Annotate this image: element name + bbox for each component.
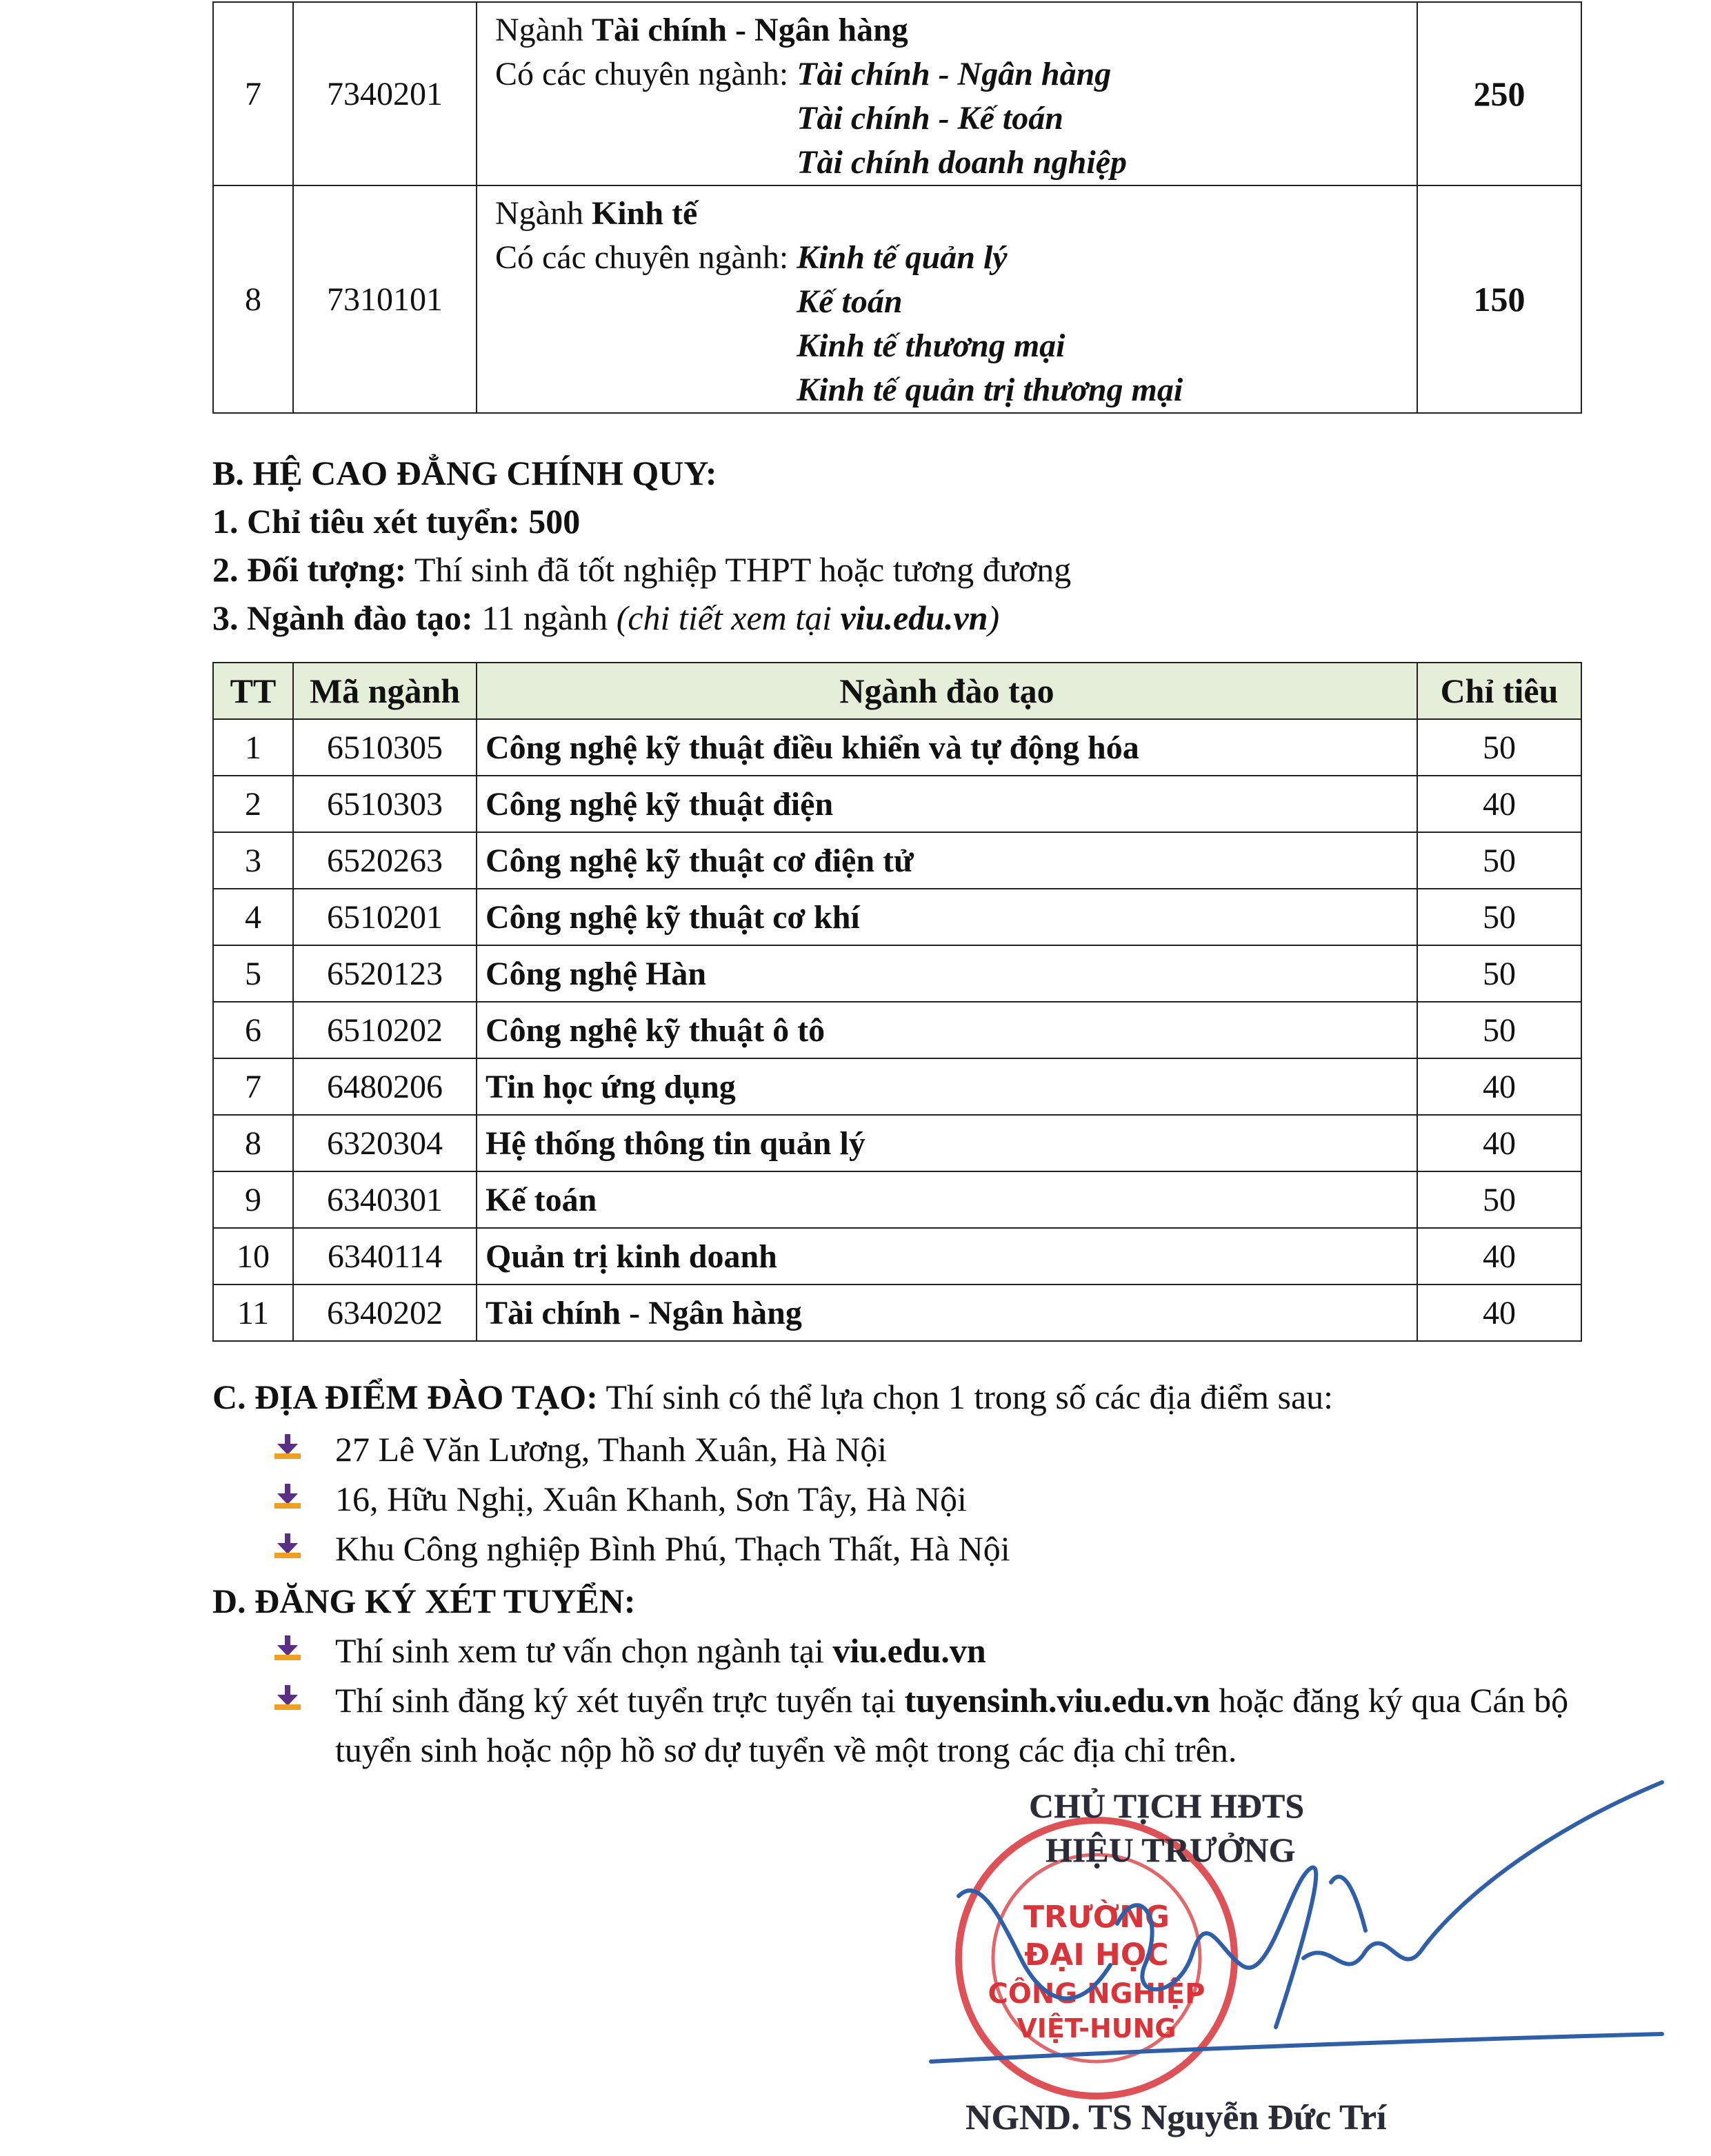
arrow-bullet-icon bbox=[274, 1685, 301, 1711]
signature-title-rector: HIỆU TRƯỞNG bbox=[1045, 1831, 1296, 1869]
top-majors-body bbox=[213, 2, 1581, 413]
cell-code: 6320304 bbox=[293, 1115, 477, 1171]
header-code: Mã ngành bbox=[293, 663, 477, 719]
cell-tt: 3 bbox=[213, 832, 293, 889]
cell-tt: 9 bbox=[213, 1171, 293, 1228]
specialization: Kinh tế quản lý bbox=[797, 239, 1008, 276]
cell-quota: 50 bbox=[1417, 1002, 1581, 1058]
table-row bbox=[213, 1058, 1581, 1115]
cell-tt: 7 bbox=[213, 2, 293, 185]
cell-quota: 50 bbox=[1417, 832, 1581, 889]
cell-code: 6520123 bbox=[293, 945, 477, 1002]
cell-quota: 50 bbox=[1417, 889, 1581, 945]
cell-code: 6510305 bbox=[293, 719, 477, 776]
table-row bbox=[213, 1171, 1581, 1228]
table-header-row bbox=[213, 663, 1581, 719]
cell-code: 6340202 bbox=[293, 1284, 477, 1341]
table-row bbox=[213, 719, 1581, 776]
major-title: Ngành Kinh tế bbox=[495, 195, 698, 232]
cell-tt: 5 bbox=[213, 945, 293, 1002]
cell-tt: 11 bbox=[213, 1284, 293, 1341]
section-b-item-target: 2. Đối tượng: Thí sinh đã tốt nghiệp THPT hoặc tương đương bbox=[212, 550, 1072, 589]
cell-tt: 1 bbox=[213, 719, 293, 776]
table-row bbox=[213, 832, 1581, 889]
table-row bbox=[213, 1002, 1581, 1058]
cell-code: 6510202 bbox=[293, 1002, 477, 1058]
cell-quota: 40 bbox=[1417, 1284, 1581, 1341]
cell-quota: 50 bbox=[1417, 1171, 1581, 1228]
cell-major-name: Công nghệ Hàn bbox=[477, 945, 1417, 1002]
top-majors-table bbox=[212, 1, 1582, 414]
arrow-bullet-icon bbox=[274, 1533, 301, 1560]
cell-major-name: Hệ thống thông tin quản lý bbox=[477, 1115, 1417, 1171]
cell-quota: 40 bbox=[1417, 1115, 1581, 1171]
viu-link-2[interactable]: viu.edu.vn bbox=[832, 1631, 986, 1670]
tuyensinh-link[interactable]: tuyensinh.viu.edu.vn bbox=[904, 1681, 1210, 1720]
cell-code: 6520263 bbox=[293, 832, 477, 889]
specialization: Tài chính doanh nghiệp bbox=[797, 144, 1127, 181]
table-row bbox=[213, 945, 1581, 1002]
cell-quota: 40 bbox=[1417, 1058, 1581, 1115]
header-major: Ngành đào tạo bbox=[477, 663, 1417, 719]
table-row bbox=[213, 185, 1581, 413]
cell-code: 7340201 bbox=[293, 2, 477, 185]
cell-code: 6340114 bbox=[293, 1228, 477, 1284]
cell-code: 6510201 bbox=[293, 889, 477, 945]
cell-major-name: Công nghệ kỹ thuật ô tô bbox=[477, 1002, 1417, 1058]
svg-text:CÔNG NGHIỆP: CÔNG NGHIỆP bbox=[988, 1978, 1205, 2010]
table-row bbox=[213, 889, 1581, 945]
section-b-item-majors: 3. Ngành đào tạo: 11 ngành (chi tiết xem tại viu.edu.vn) bbox=[212, 598, 1000, 637]
cell-major bbox=[477, 185, 1417, 413]
specialization: Tài chính - Kế toán bbox=[797, 100, 1063, 137]
specialization: Tài chính - Ngân hàng bbox=[797, 56, 1112, 92]
viu-link[interactable]: viu.edu.vn bbox=[840, 598, 988, 637]
table-row bbox=[213, 1228, 1581, 1284]
cell-code: 6340301 bbox=[293, 1171, 477, 1228]
cell-major-name: Tin học ứng dụng bbox=[477, 1058, 1417, 1115]
cell-code: 6510303 bbox=[293, 776, 477, 832]
major-title: Ngành Tài chính - Ngân hàng bbox=[495, 12, 908, 48]
table-row bbox=[213, 2, 1581, 185]
college-majors-table bbox=[212, 662, 1582, 1342]
cell-quota: 50 bbox=[1417, 719, 1581, 776]
cell-tt: 8 bbox=[213, 185, 293, 413]
cell-tt: 4 bbox=[213, 889, 293, 945]
section-d-heading: D. ĐĂNG KÝ XÉT TUYỂN: bbox=[212, 1582, 636, 1620]
svg-text:ĐẠI HỌC: ĐẠI HỌC bbox=[1024, 1937, 1169, 1973]
header-tt: TT bbox=[213, 663, 293, 719]
section-b-item-quota: 1. Chỉ tiêu xét tuyển: 500 bbox=[212, 502, 581, 541]
college-majors-body bbox=[213, 719, 1581, 1341]
cell-major-name: Công nghệ kỹ thuật điện bbox=[477, 776, 1417, 832]
header-quota: Chỉ tiêu bbox=[1417, 663, 1581, 719]
section-b-heading: B. HỆ CAO ĐẲNG CHÍNH QUY: bbox=[212, 454, 717, 492]
signature-title-chairman: CHỦ TỊCH HĐTS bbox=[1029, 1786, 1305, 1825]
cell-quota: 250 bbox=[1417, 2, 1581, 185]
specialization: Kế toán bbox=[797, 283, 903, 320]
svg-text:VIỆT-HUNG: VIỆT-HUNG bbox=[1017, 2013, 1177, 2044]
cell-quota: 50 bbox=[1417, 945, 1581, 1002]
cell-code: 7310101 bbox=[293, 185, 477, 413]
cell-major-name: Tài chính - Ngân hàng bbox=[477, 1284, 1417, 1341]
cell-major-name: Công nghệ kỹ thuật điều khiển và tự động hóa bbox=[477, 719, 1417, 776]
cell-major-name: Kế toán bbox=[477, 1171, 1417, 1228]
svg-text:TRƯỜNG: TRƯỜNG bbox=[1023, 1900, 1170, 1935]
arrow-bullet-icon bbox=[274, 1635, 301, 1662]
section-c-heading: C. ĐỊA ĐIỂM ĐÀO TẠO: Thí sinh có thể lựa chọn 1 trong số các địa điểm sau: bbox=[212, 1378, 1334, 1416]
signatory-name: NGND. TS Nguyễn Đức Trí bbox=[965, 2098, 1387, 2137]
cell-code: 6480206 bbox=[293, 1058, 477, 1115]
cell-quota: 40 bbox=[1417, 1228, 1581, 1284]
cell-major-name: Công nghệ kỹ thuật cơ điện tử bbox=[477, 832, 1417, 889]
specialization-block: Có các chuyên ngành: Tài chính - Ngân hàng Tài chính - Kế toán Tài chính doanh nghiệp bbox=[495, 52, 1417, 185]
cell-quota: 150 bbox=[1417, 185, 1581, 413]
cell-tt: 8 bbox=[213, 1115, 293, 1171]
specialization: Kinh tế thương mại bbox=[797, 328, 1065, 364]
cell-tt: 6 bbox=[213, 1002, 293, 1058]
cell-tt: 2 bbox=[213, 776, 293, 832]
cell-major bbox=[477, 2, 1417, 185]
cell-quota: 40 bbox=[1417, 776, 1581, 832]
arrow-bullet-icon bbox=[274, 1434, 301, 1460]
seal-signature-graphic bbox=[917, 1779, 1669, 2103]
arrow-bullet-icon bbox=[274, 1484, 301, 1510]
table-row bbox=[213, 1115, 1581, 1171]
cell-major-name: Quản trị kinh doanh bbox=[477, 1228, 1417, 1284]
specialization: Kinh tế quản trị thương mại bbox=[797, 372, 1183, 408]
table-row bbox=[213, 776, 1581, 832]
cell-major-name: Công nghệ kỹ thuật cơ khí bbox=[477, 889, 1417, 945]
specialization-block: Có các chuyên ngành: Kinh tế quản lý Kế toán Kinh tế thương mại Kinh tế quản trị thương mại bbox=[495, 236, 1417, 412]
cell-tt: 10 bbox=[213, 1228, 293, 1284]
table-row bbox=[213, 1284, 1581, 1341]
cell-tt: 7 bbox=[213, 1058, 293, 1115]
